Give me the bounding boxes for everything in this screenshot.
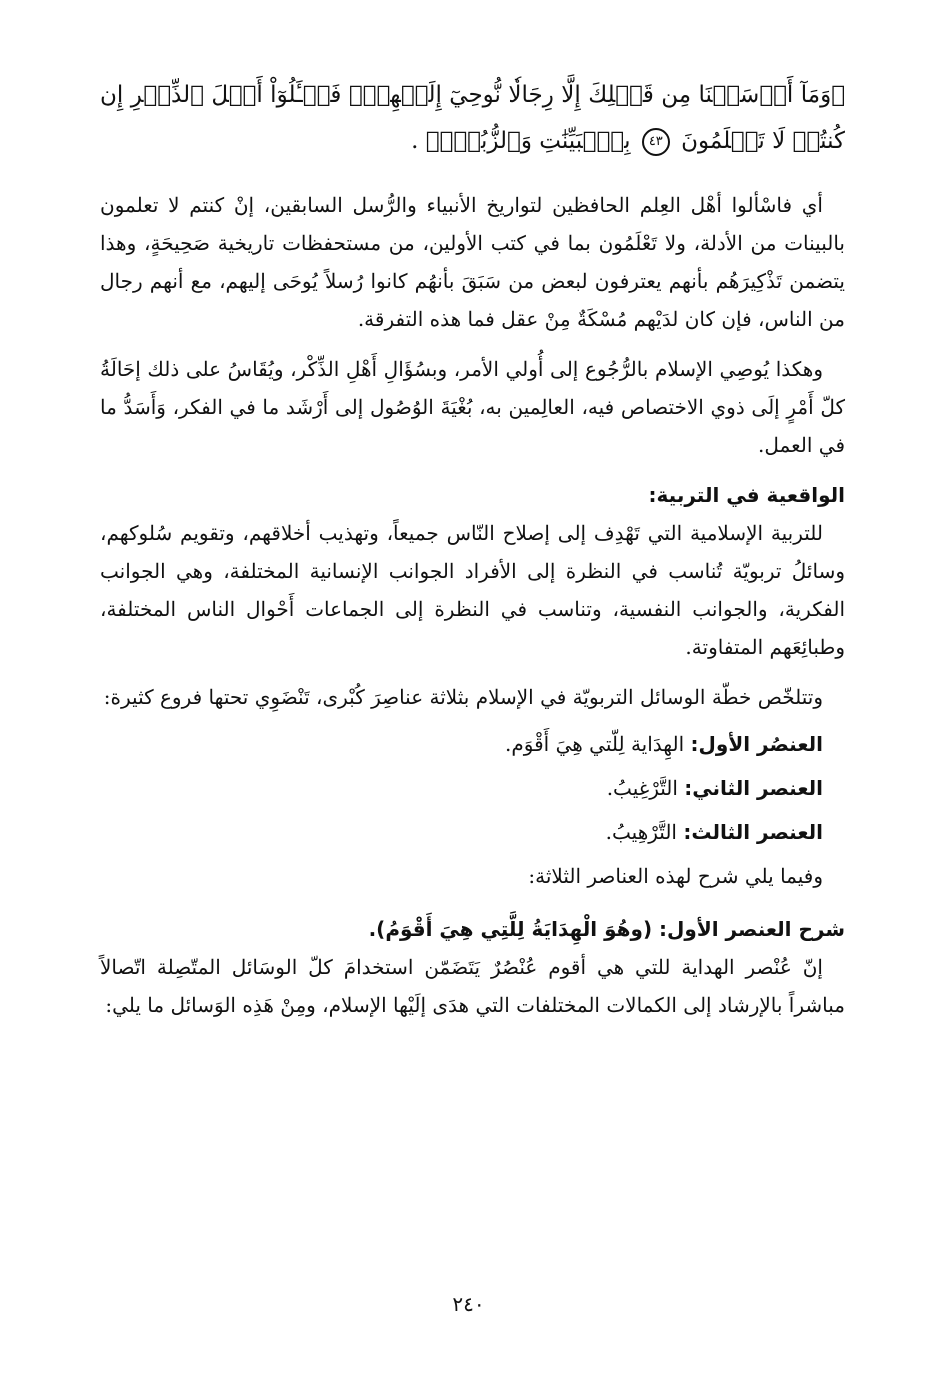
page-number: ٢٤٠	[452, 1292, 485, 1316]
element-value: التَّرْهِيبُ.	[605, 820, 677, 844]
followup-line: وفيما يلي شرح لهذه العناصر الثلاثة:	[528, 864, 823, 888]
element-value: التَّرْغِيبُ.	[606, 776, 678, 800]
paragraph-3: للتربية الإسلامية التي تَهْدِف إلى إصلاح النّاس جميعاً، وتهذيب أخلاقهم، وتقويم سُلوكهم، وسائلُ تربويّة تُناسب في النظرة إلى الأفراد الجوانب الإنسانية المختلفة، وهي الجوانب الفكرية، والجوانب النفسية، وتناسب في النظرة إلى الجماعات أَحْوال الناس المختلفة، وطبائِعَهم المتفاوتة.	[100, 521, 845, 659]
elements-list	[100, 722, 845, 854]
paragraph-1: أي فاسْألوا أهْل العِلم الحافظين لتواريخ الأنبياء والرُّسل السابقين، إنْ كنتم لا تعلمون بالبينات من الأدلة، ولا تَعْلَمُون بما في كتب الأولين، من مستحفظات تاريخية صَحِيحَةٍ، وهذا يتضمن تَذْكِيرَهُم بأنهم يعترفون لبعض من سَبَقَ بأنهُم كانوا رُسلاً يُوحَى إليهم، مع أنهم رجال من الناس، فإن كان لدَيْهم مُسْكَةٌ مِنْ عقل فما هذه التفرقة.	[100, 193, 845, 331]
element-label: العنصر الثاني:	[684, 776, 823, 800]
paragraph-2: وهكذا يُوصِي الإسلام بالرُّجُوع إلى أُولي الأمر، وبسُؤَالِ أَهْلِ الذِّكْر، ويُقَاسُ على ذلك إحَالَةُ كلّ أَمْرٍ إلَى ذوي الاختصاص فيه، العالِمين به، بُغْيَةَ الوُصُول إلى أَرْشَد ما في الفكر، وَأَسَدُّ ما في العمل.	[100, 357, 845, 457]
verse-number-marker: ٤٣	[642, 128, 670, 156]
list-item	[100, 766, 823, 810]
paragraph-5: إنّ عُنْصر الهداية للتي هي أقوم عُنْصُرٌ يَتَضَمّن استخدامَ كلّ الوسَائل المتّصِلة اتّصالاً مباشراً بالإرشاد إلى الكمالات المختلفات التي هدَى إلَيْها الإسلام، ومِنْ هَذِه الوَسائل ما يلي:	[100, 955, 845, 1017]
section-heading-realism: الواقعية في التربية:	[648, 483, 845, 507]
section-heading-first-element: شرح العنصر الأول: (وهُوَ الْهِدَايَةُ لِلَّتِي هِيَ أَقْوَمُ).	[368, 917, 845, 941]
element-label: العنصُر الأول:	[690, 732, 823, 756]
element-label: العنصر الثالث:	[683, 820, 823, 844]
verse-text-end: بِٱلۡبَيِّنَٰتِ وَٱلزُّبُرِۗ﴾ .	[411, 128, 631, 154]
element-value: الهِدَاية لِلّتي هِيَ أَقْوَم.	[505, 732, 685, 756]
quran-verse	[100, 72, 845, 164]
list-item	[100, 722, 823, 766]
verse-text: ﴿وَمَآ أَرۡسَلۡنَا مِن قَبۡلِكَ إِلَّا رِجَالٗا نُّوحِيٓ إِلَيۡهِمۡۖ فَسۡـَٔلُوٓاْ أَهۡلَ ٱلذِّكۡرِ إِن كُنتُمۡ لَا تَعۡلَمُونَ	[100, 82, 845, 154]
list-item	[100, 810, 823, 854]
page-body	[100, 72, 845, 1024]
paragraph-4: وتتلخّص خطّة الوسائل التربويّة في الإسلام بثلاثة عناصِرَ كُبْرى، تَنْضَوِي تحتها فروع كثيرة:	[103, 685, 823, 709]
